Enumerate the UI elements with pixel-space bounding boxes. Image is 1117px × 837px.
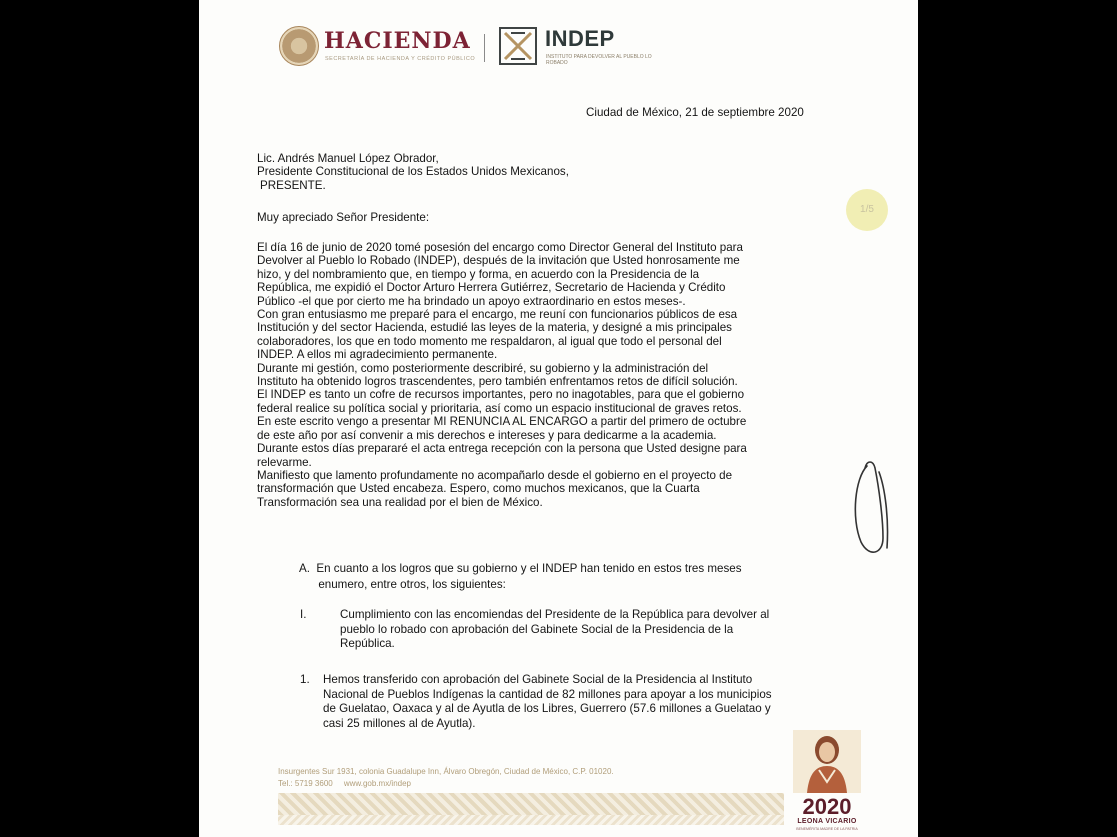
item-line: Hemos transferido con aprobación del Gabinete Social de la Presidencia al Instituto <box>323 673 753 686</box>
body-line: En este escrito vengo a presentar MI RENUNCIA AL ENCARGO a partir del primero de octubre <box>257 415 747 429</box>
indep-logo-text: INDEP <box>545 26 615 51</box>
item-line: de Guelatao, Oaxaca y al de Ayutla de los Libres, Guerrero (57.6 millones a Guelatao y <box>323 702 771 716</box>
body-line: El INDEP es tanto un cofre de recursos importantes, pero no inagotables, para que el gobierno <box>257 388 745 402</box>
recipient-line: Lic. Andrés Manuel López Obrador, <box>257 152 439 165</box>
letter-body <box>257 241 747 509</box>
item-1-marker: 1. <box>300 673 310 686</box>
body-line: de este año por así convenir a mis derechos e intereses y para dedicarme a la academia. <box>257 428 717 442</box>
body-line: relevarme. <box>257 455 312 469</box>
recipient-block <box>257 152 569 192</box>
body-line: federal realice su política social y prioritaria, así como un espacio institucional de graves retos. <box>257 401 742 415</box>
section-a-line: enumero, entre otros, los siguientes: <box>299 578 506 591</box>
item-line: pueblo lo robado con aprobación del Gabinete Social de la Presidencia de la <box>340 622 734 636</box>
letter-date: Ciudad de México, 21 de septiembre 2020 <box>586 106 804 119</box>
body-line: Manifiesto que lamento profundamente no acompañarlo desde el gobierno en el proyecto de <box>257 468 733 482</box>
recipient-line: PRESENTE. <box>260 178 326 192</box>
leona-vicario-label: LEONA VICARIO <box>797 818 857 825</box>
item-i-text <box>340 608 769 652</box>
item-line: casi 25 millones al de Ayutla). <box>323 716 476 730</box>
indep-subtitle: INSTITUTO PARA DEVOLVER AL PUEBLO LO ROBADO <box>546 54 652 66</box>
body-line: Instituto ha obtenido logros trascendentes, pero también enfrentamos retos de difícil solución. <box>257 375 738 389</box>
letterhead <box>277 22 652 72</box>
leona-vicario-sub: BENEMÉRITA MADRE DE LA PATRIA <box>796 827 858 831</box>
item-line: República. <box>340 637 395 651</box>
recipient-line: Presidente Constitucional de los Estados Unidos Mexicanos, <box>257 165 569 179</box>
item-line: Nacional de Pueblos Indígenas la cantidad de 82 millones para apoyar a los municipios <box>323 687 772 701</box>
body-line: Institución y del sector Hacienda, estudié las leyes de la materia, y designé a mis principales <box>257 321 732 335</box>
body-line: Devolver al Pueblo lo Robado (INDEP), después de la invitación que Usted honrosamente me <box>257 254 740 268</box>
national-seal-icon <box>279 26 319 66</box>
body-line: República, me expidió el Doctor Arturo Herrera Gutiérrez, Secretario de Hacienda y Crédito <box>257 281 726 295</box>
item-1-text <box>323 673 772 731</box>
footer-contact-line <box>278 778 614 790</box>
hacienda-logo-text: HACIENDA <box>324 28 471 54</box>
year-2020: 2020 <box>802 794 852 819</box>
page-number-badge: 1/5 <box>846 189 888 231</box>
body-line: transformación que Usted encabeza. Espero, como muchos mexicanos, que la Cuarta <box>257 482 700 496</box>
footer-address <box>278 766 614 790</box>
footer-web: www.gob.mx/indep <box>343 779 411 788</box>
indep-logo-icon <box>499 27 537 65</box>
leona-vicario-portrait-icon <box>793 730 861 793</box>
body-line: INDEP. A ellos mi agradecimiento permanente. <box>257 348 498 362</box>
hacienda-subtitle: SECRETARÍA DE HACIENDA Y CRÉDITO PÚBLICO <box>325 56 476 62</box>
section-a-line: A. En cuanto a los logros que su gobierno y el INDEP han tenido en estos tres meses <box>299 562 742 575</box>
body-line: Transformación sea una realidad por el bien de México. <box>257 495 543 509</box>
item-i-marker: I. <box>300 608 307 621</box>
body-line: Durante estos días prepararé el acta entrega recepción con la persona que Usted designe para <box>257 442 747 456</box>
body-line: Durante mi gestión, como posteriormente describiré, su gobierno y la administración del <box>257 361 709 375</box>
item-line: Cumplimiento con las encomiendas del Presidente de la República para devolver al <box>340 608 770 621</box>
body-line: El día 16 de junio de 2020 tomé posesión del encargo como Director General del Instituto para <box>257 241 743 254</box>
footer-pattern-lower <box>278 815 784 825</box>
footer-phone: Tel.: 5719 3600 <box>278 779 333 788</box>
body-line: Público -el que por cierto me ha brindado un apoyo extraordinario en estos meses-. <box>257 294 686 308</box>
section-a <box>299 561 742 593</box>
footer-address-line: Insurgentes Sur 1931, colonia Guadalupe Inn, Álvaro Obregón, Ciudad de México, C.P. 01020. <box>278 767 614 776</box>
body-line: hizo, y del nombramiento que, en tiempo y forma, en acuerdo con la Presidencia de la <box>257 267 700 281</box>
body-line: Con gran entusiasmo me preparé para el encargo, me reuní con funcionarios públicos de esa <box>257 308 738 322</box>
footer-pattern <box>278 793 784 815</box>
body-line: colaboradores, los que en todo momento me respaldaron, al igual que todo el personal del <box>257 334 722 348</box>
header-divider <box>484 34 485 62</box>
salutation: Muy apreciado Señor Presidente: <box>257 211 430 224</box>
handwritten-mark <box>849 458 899 562</box>
document-page <box>199 0 918 837</box>
